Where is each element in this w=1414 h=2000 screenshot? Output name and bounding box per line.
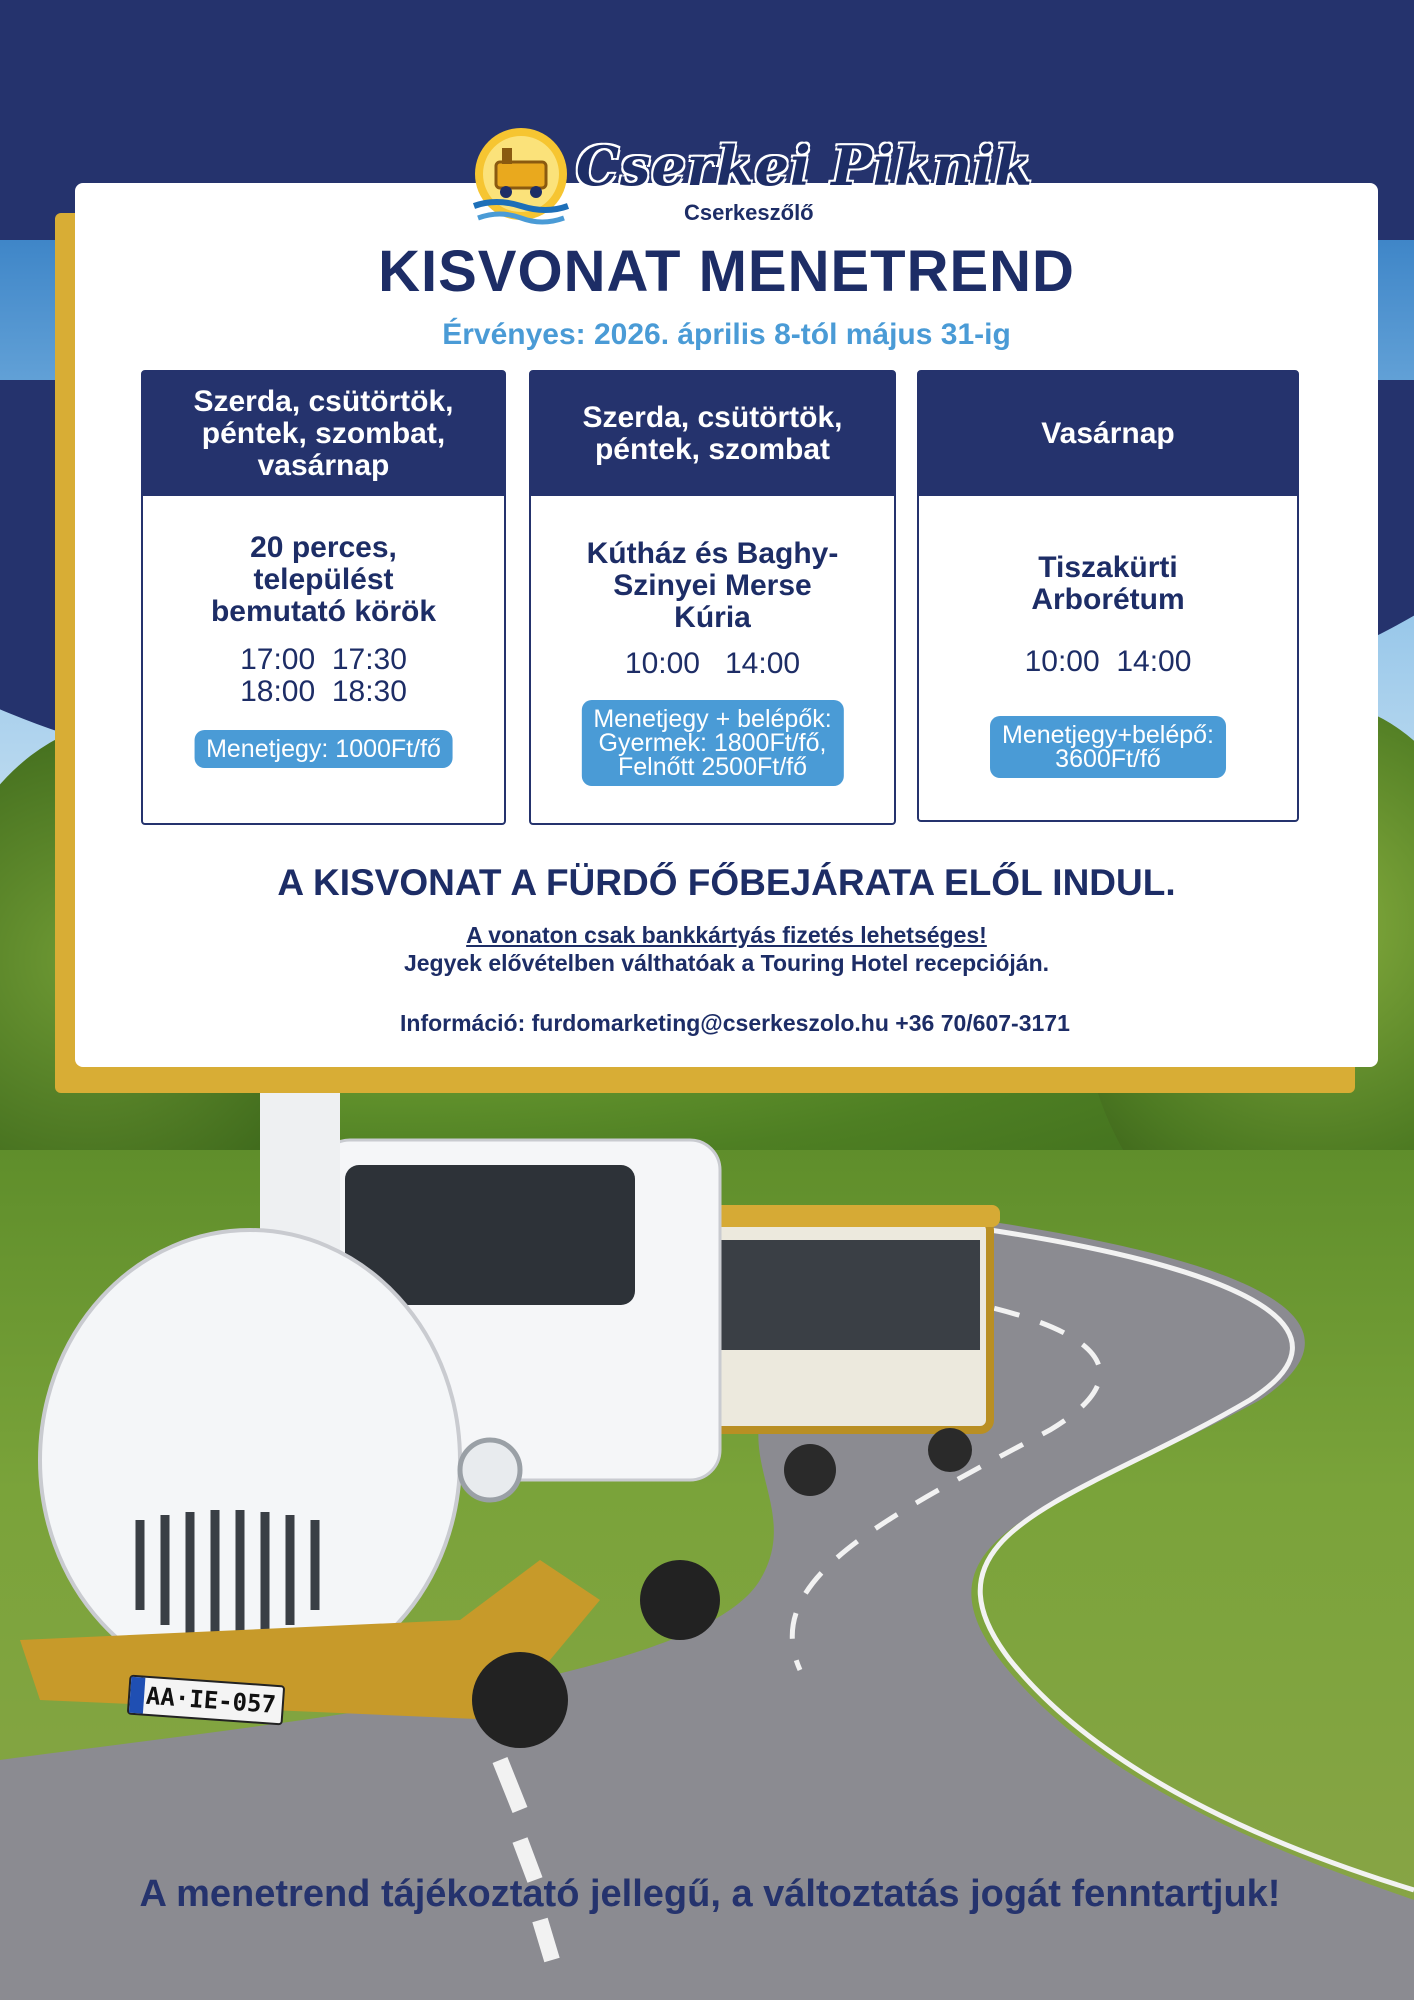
schedule-column-1 bbox=[141, 370, 506, 825]
price-line: 3600Ft/fő bbox=[1055, 745, 1161, 773]
price-line: Menetjegy+belépő: bbox=[1002, 721, 1214, 749]
price-badge bbox=[581, 700, 843, 786]
schedule-column-2 bbox=[529, 370, 896, 825]
schedule-destination: Kútház és Baghy-Szinyei Merse Kúria bbox=[586, 537, 839, 634]
price-line: Gyermek: 1800Ft/fő, bbox=[598, 729, 827, 757]
validity-period: Érvényes: 2026. április 8-tól május 31-ig bbox=[442, 318, 1011, 351]
price-badge bbox=[990, 716, 1226, 778]
price-line: Menetjegy: 1000Ft/fő bbox=[206, 735, 441, 763]
license-plate-text: AA·IE-057 bbox=[145, 1681, 277, 1719]
schedule-destination: 20 perces, települést bemutató körök bbox=[210, 531, 437, 628]
contact-info: Információ: furdomarketing@cserkeszolo.hu +36 70/607-3171 bbox=[400, 1010, 1070, 1036]
departure-location: A KISVONAT A FÜRDŐ FŐBEJÁRATA ELŐL INDUL. bbox=[277, 862, 1176, 903]
tickets-note: Jegyek elővételben válthatóak a Touring Hotel recepcióján. bbox=[403, 950, 1050, 976]
payment-note: A vonaton csak bankkártyás fizetés lehetséges! bbox=[466, 922, 987, 948]
schedule-days: Szerda, csütörtök, péntek, szombat, vasárnap bbox=[143, 372, 504, 496]
schedule-times bbox=[143, 644, 504, 708]
page-title: KISVONAT MENETREND bbox=[378, 239, 1075, 304]
price-badge bbox=[194, 730, 453, 768]
schedule-times bbox=[919, 646, 1297, 678]
price-line: Felnőtt 2500Ft/fő bbox=[617, 753, 808, 781]
schedule-times bbox=[531, 648, 894, 680]
logo bbox=[466, 118, 1033, 238]
departure-times-row: 10:00 14:00 bbox=[1024, 645, 1192, 678]
departure-times-row: 10:00 14:00 bbox=[624, 647, 801, 680]
logo-title: Cserkei Piknik bbox=[576, 134, 1033, 198]
departure-times-row: 17:00 17:30 bbox=[240, 643, 407, 676]
schedule-column-3 bbox=[917, 370, 1299, 822]
tourist-train-illustration bbox=[0, 1000, 1050, 1780]
sun-train-logo-icon bbox=[466, 124, 576, 234]
schedule-destination: Tiszakürti Arborétum bbox=[1031, 551, 1185, 616]
schedule-days: Vasárnap bbox=[919, 372, 1297, 496]
logo-subtitle: Cserkeszőlő bbox=[684, 200, 814, 225]
schedule-days: Szerda, csütörtök, péntek, szombat bbox=[531, 372, 894, 496]
disclaimer: A menetrend tájékoztató jellegű, a változtatás jogát fenntartjuk! bbox=[139, 1873, 1281, 1915]
eu-band-icon bbox=[129, 1677, 145, 1714]
departure-times-row: 18:00 18:30 bbox=[240, 675, 407, 708]
price-line: Menetjegy + belépők: bbox=[593, 705, 832, 733]
